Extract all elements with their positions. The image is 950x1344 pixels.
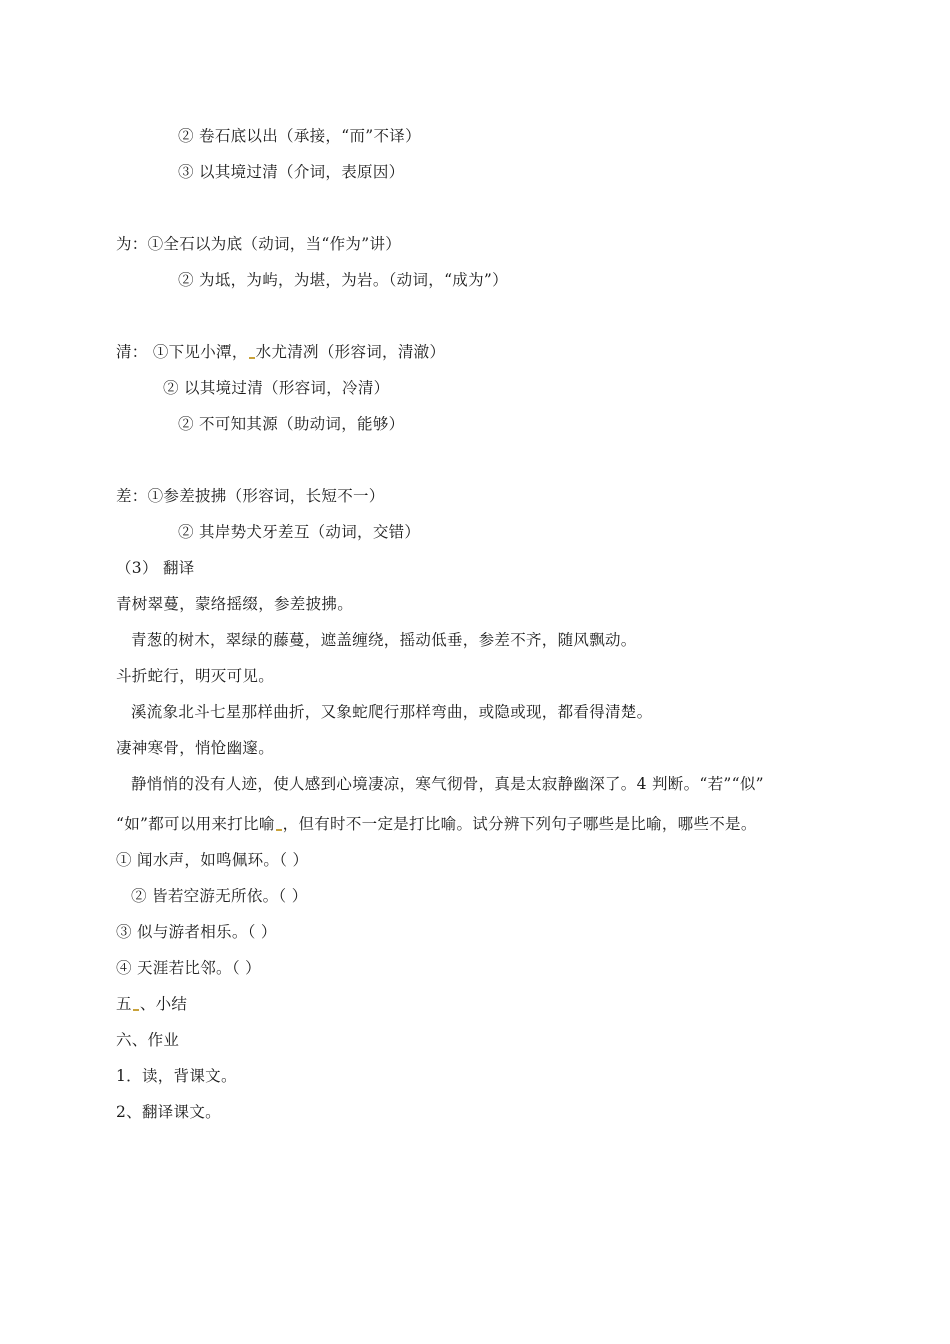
section-summary [116, 993, 187, 1015]
section-homework: 六、作业 [116, 1031, 180, 1049]
question-4: ④ 天涯若比邻。（ ） [116, 959, 261, 977]
homework-item-2: 2、翻译课文。 [116, 1103, 221, 1121]
line-judge-intro [116, 813, 757, 835]
question-3: ③ 似与游者相乐。（ ） [116, 923, 277, 941]
underline-mark [133, 1009, 139, 1011]
line-judge-intro-head: “如”都可以用来打比喻 [116, 815, 275, 833]
underline-mark [249, 357, 255, 359]
line-translation-1: 青葱的树木，翠绿的藤蔓，遮盖缠绕，摇动低垂，参差不齐，随风飘动。 [131, 631, 637, 649]
line-cha-1: 差：①参差披拂（形容词，长短不一） [116, 487, 385, 505]
line-qing-1-tail: 水尤清冽（形容词，清澈） [255, 343, 446, 361]
line-original-1: 青树翠蔓，蒙络摇缀，参差披拂。 [116, 595, 354, 613]
line-judge-intro-tail: ，但有时不一定是打比喻。试分辨下列句子哪些是比喻，哪些不是。 [282, 815, 757, 833]
line-original-3: 凄神寒骨，悄怆幽邃。 [116, 739, 275, 757]
line-wei-1: 为：①全石以为底（动词，当“作为”讲） [116, 235, 402, 253]
question-2: ② 皆若空游无所依。（ ） [131, 887, 308, 905]
line-translation-3: 静悄悄的没有人迹，使人感到心境凄凉，寒气彻骨，真是太寂静幽深了。4 判断。“若”“似” [131, 775, 764, 793]
line-qing-3: ② 不可知其源（助动词，能够） [178, 415, 405, 433]
line-juan-shi-di: ② 卷石底以出（承接，“而”不译） [178, 127, 421, 145]
underline-mark [276, 829, 282, 831]
line-translation-2: 溪流象北斗七星那样曲折，又象蛇爬行那样弯曲，或隐或现，都看得清楚。 [131, 703, 653, 721]
section-translate-heading: （3） 翻译 [116, 559, 195, 577]
line-qing-1 [116, 341, 445, 363]
line-cha-2: ② 其岸势犬牙差互（动词，交错） [178, 523, 421, 541]
line-wei-2: ② 为坻，为屿，为堪，为岩。（动词，“成为”） [178, 271, 508, 289]
question-1: ① 闻水声，如鸣佩环。（ ） [116, 851, 309, 869]
line-original-2: 斗折蛇行，明灭可见。 [116, 667, 275, 685]
section-summary-label: 、小结 [139, 995, 188, 1013]
homework-item-1: 1．读，背课文。 [116, 1067, 237, 1085]
line-qing-2: ② 以其境过清（形容词，冷清） [163, 379, 390, 397]
line-yi-qi-jing: ③ 以其境过清（介词，表原因） [178, 163, 405, 181]
section-summary-num: 五 [116, 995, 132, 1013]
line-qing-1-head: 清： ①下见小潭， [116, 343, 248, 361]
